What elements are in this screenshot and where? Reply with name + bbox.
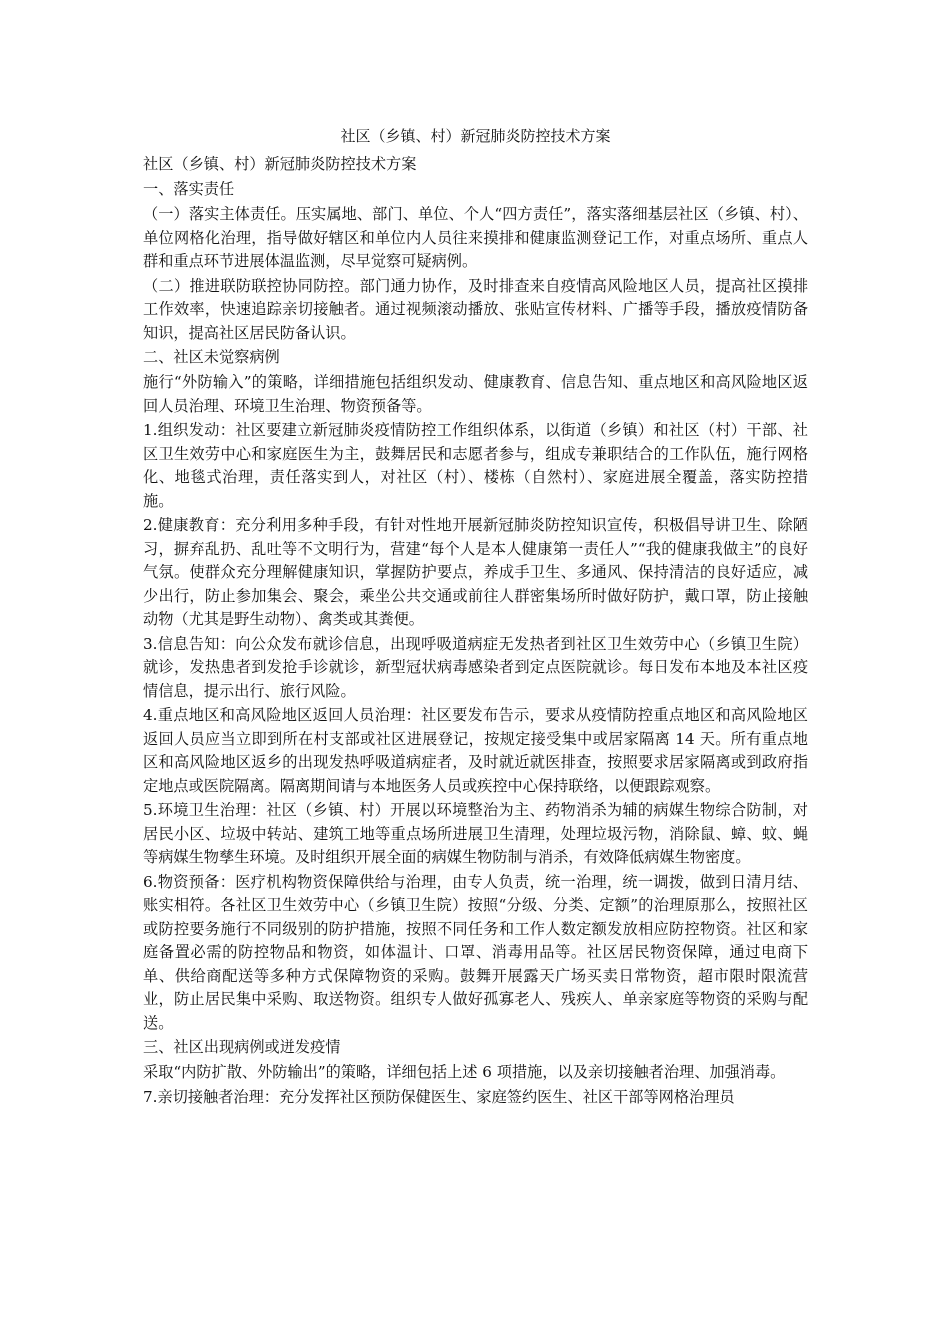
paragraph-3-intro: 采取“内防扩散、外防输出”的策略，详细包括上述 6 项措施，以及亲切接触者治理、加强消毒。 — [143, 1063, 786, 1081]
section-heading-2: 二、社区未觉察病例 — [143, 348, 280, 366]
paragraph-item-2: 2.健康教育：充分利用多种手段，有针对性地开展新冠肺炎防控知识宣传，积极倡导讲卫生、除陋习，摒弃乱扔、乱吐等不文明行为，营建“每个人是本人健康第一责任人”“我的健康我做主”的良好气氛。使群众充分理解健康知识，掌握防护要点，养成手卫生、多通风、保持清洁的良好适应，减少出行，防止参加集会、聚会，乘坐公共交通或前往人群密集场所时做好防护，戴口罩，防止接触动物（尤其是野生动物）、禽类或其粪便。 — [143, 516, 808, 628]
paragraph-item-6: 6.物资预备：医疗机构物资保障供给与治理，由专人负责，统一治理，统一调拨，做到日清月结、账实相符。各社区卫生效劳中心（乡镇卫生院）按照“分级、分类、定额”的治理原那么，按照社区或防控要务施行不同级别的防护措施，按照不同任务和工作人数定额发放相应防控物资。社区和家庭备置必需的防控物品和物资，如体温计、口罩、消毒用品等。社区居民物资保障，通过电商下单、供给商配送等多种方式保障物资的采购。鼓舞开展露天广场买卖日常物资，超市限时限流营业，防止居民集中采购、取送物资。组织专人做好孤寡老人、残疾人、单亲家庭等物资的采购与配送。 — [143, 872, 808, 1032]
section-heading-1: 一、落实责任 — [143, 180, 235, 198]
document-page — [143, 124, 808, 1109]
paragraph-2-intro: 施行“外防输入”的策略，详细措施包括组织发动、健康教育、信息告知、重点地区和高风险地区返回人员治理、环境卫生治理、物资预备等。 — [143, 373, 808, 415]
paragraph-item-4: 4.重点地区和高风险地区返回人员治理：社区要发布告示，要求从疫情防控重点地区和高风险地区返回人员应当立即到所在村支部或社区进展登记，按规定接受集中或居家隔离 14 天。所有重点地区和高风险地区返乡的出现发热呼吸道病症者，及时就近就医排查，按照要求居家隔离或到政府指定地点或医院隔离。隔离期间请与本地医务人员或疾控中心保持联络，以便跟踪观察。 — [143, 706, 808, 795]
paragraph-item-7: 7.亲切接触者治理：充分发挥社区预防保健医生、家庭签约医生、社区干部等网格治理员 — [143, 1087, 735, 1106]
paragraph-item-5: 5.环境卫生治理：社区（乡镇、村）开展以环境整治为主、药物消杀为辅的病媒生物综合防制，对居民小区、垃圾中转站、建筑工地等重点场所进展卫生清理，处理垃圾污物，消除鼠、蟑、蚊、蝇等病媒生物孳生环境。及时组织开展全面的病媒生物防制与消杀，有效降低病媒生物密度。 — [143, 801, 808, 866]
paragraph-1-2: （二）推进联防联控协同防控。部门通力协作，及时排查来自疫情高风险地区人员，提高社区摸排工作效率，快速追踪亲切接触者。通过视频滚动播放、张贴宣传材料、广播等手段，播放疫情防备知识，提高社区居民防备认识。 — [143, 276, 808, 342]
document-title: 社区（乡镇、村）新冠肺炎防控技术方案 — [340, 127, 611, 145]
paragraph-1-1: （一）落实主体责任。压实属地、部门、单位、个人“四方责任”，落实落细基层社区（乡镇、村）、单位网格化治理，指导做好辖区和单位内人员往来摸排和健康监测登记工作，对重点场所、重点人群和重点环节进展体温监测，尽早觉察可疑病例。 — [143, 205, 808, 270]
paragraph-item-3: 3.信息告知：向公众发布就诊信息，出现呼吸道病症无发热者到社区卫生效劳中心（乡镇卫生院）就诊，发热患者到发抢手诊就诊，新型冠状病毒感染者到定点医院就诊。每日发布本地及本社区疫情信息，提示出行、旅行风险。 — [143, 634, 808, 700]
document-subtitle: 社区（乡镇、村）新冠肺炎防控技术方案 — [143, 155, 417, 173]
paragraph-item-1: 1.组织发动：社区要建立新冠肺炎疫情防控工作组织体系，以街道（乡镇）和社区（村）干部、社区卫生效劳中心和家庭医生为主，鼓舞居民和志愿者参与，组成专兼职结合的工作队伍，施行网格化、地毯式治理，责任落实到人，对社区（村）、楼栋（自然村）、家庭进展全覆盖，落实防控措施。 — [143, 421, 808, 510]
section-heading-3: 三、社区出现病例或迸发疫情 — [143, 1038, 341, 1056]
